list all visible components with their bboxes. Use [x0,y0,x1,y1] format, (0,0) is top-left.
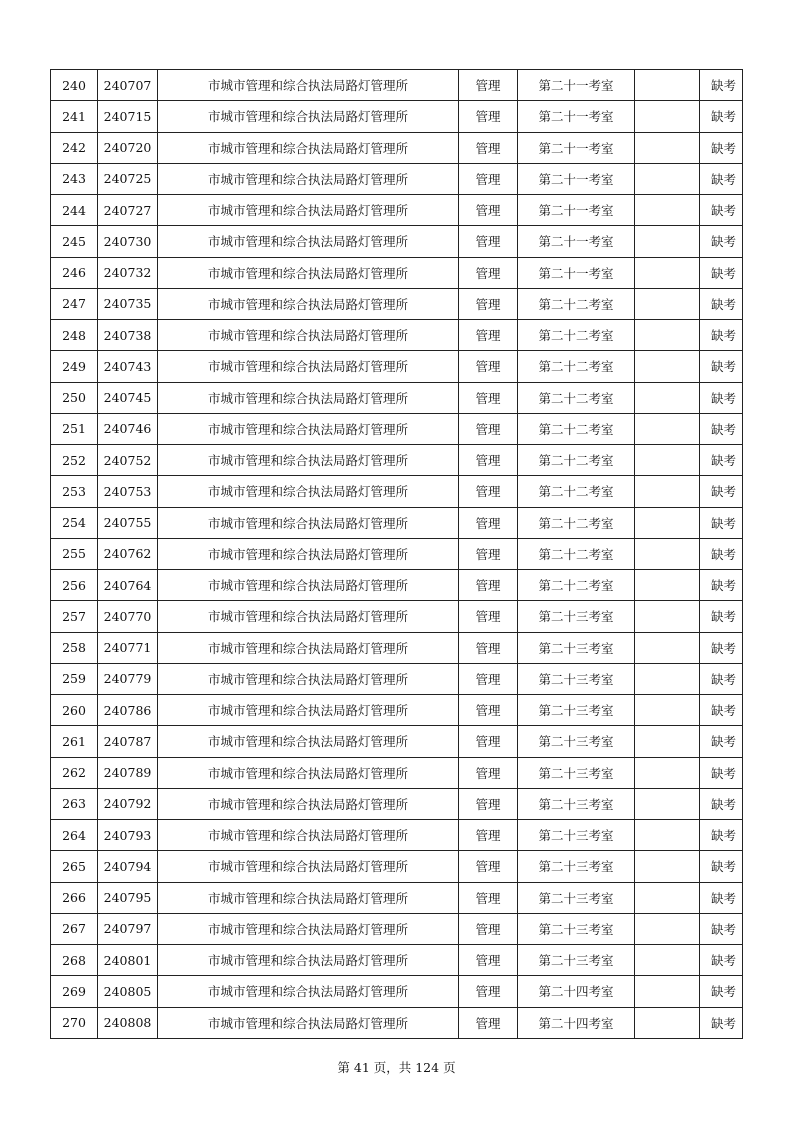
row-number: 257 [51,601,98,632]
score-cell [635,445,700,476]
exam-id: 240725 [98,163,158,194]
row-number: 267 [51,913,98,944]
exam-id: 240770 [98,601,158,632]
table-row [51,632,743,663]
position-category: 管理 [459,695,518,726]
status-cell: 缺考 [700,288,743,319]
position-category: 管理 [459,1007,518,1038]
exam-id: 240745 [98,382,158,413]
employer-unit: 市城市管理和综合执法局路灯管理所 [158,413,459,444]
score-cell [635,788,700,819]
employer-unit: 市城市管理和综合执法局路灯管理所 [158,320,459,351]
employer-unit: 市城市管理和综合执法局路灯管理所 [158,570,459,601]
exam-room: 第二十二考室 [518,476,635,507]
position-category: 管理 [459,101,518,132]
position-category: 管理 [459,570,518,601]
row-number: 263 [51,788,98,819]
exam-room: 第二十三考室 [518,601,635,632]
status-cell: 缺考 [700,476,743,507]
employer-unit: 市城市管理和综合执法局路灯管理所 [158,507,459,538]
status-cell: 缺考 [700,351,743,382]
table-row [51,320,743,351]
employer-unit: 市城市管理和综合执法局路灯管理所 [158,757,459,788]
status-cell: 缺考 [700,70,743,101]
row-number: 252 [51,445,98,476]
score-cell [635,882,700,913]
score-cell [635,226,700,257]
row-number: 240 [51,70,98,101]
table-row [51,726,743,757]
row-number: 262 [51,757,98,788]
position-category: 管理 [459,476,518,507]
score-cell [635,632,700,663]
exam-room: 第二十三考室 [518,632,635,663]
table-row [51,507,743,538]
status-cell: 缺考 [700,507,743,538]
score-cell [635,507,700,538]
employer-unit: 市城市管理和综合执法局路灯管理所 [158,913,459,944]
exam-id: 240715 [98,101,158,132]
position-category: 管理 [459,663,518,694]
row-number: 260 [51,695,98,726]
row-number: 259 [51,663,98,694]
position-category: 管理 [459,945,518,976]
exam-room: 第二十二考室 [518,507,635,538]
row-number: 251 [51,413,98,444]
employer-unit: 市城市管理和综合执法局路灯管理所 [158,538,459,569]
exam-id: 240746 [98,413,158,444]
status-cell: 缺考 [700,538,743,569]
score-cell [635,257,700,288]
table-row [51,163,743,194]
row-number: 249 [51,351,98,382]
table-row [51,820,743,851]
employer-unit: 市城市管理和综合执法局路灯管理所 [158,820,459,851]
status-cell: 缺考 [700,757,743,788]
exam-id: 240752 [98,445,158,476]
position-category: 管理 [459,413,518,444]
row-number: 253 [51,476,98,507]
employer-unit: 市城市管理和综合执法局路灯管理所 [158,226,459,257]
table-row [51,757,743,788]
score-cell [635,601,700,632]
exam-room: 第二十三考室 [518,945,635,976]
exam-room: 第二十一考室 [518,226,635,257]
exam-room: 第二十一考室 [518,70,635,101]
exam-id: 240794 [98,851,158,882]
exam-id: 240786 [98,695,158,726]
position-category: 管理 [459,163,518,194]
table-row [51,195,743,226]
exam-id: 240727 [98,195,158,226]
table-row [51,226,743,257]
score-cell [635,695,700,726]
table-row [51,601,743,632]
employer-unit: 市城市管理和综合执法局路灯管理所 [158,726,459,757]
position-category: 管理 [459,382,518,413]
table-row [51,913,743,944]
row-number: 243 [51,163,98,194]
position-category: 管理 [459,226,518,257]
score-cell [635,195,700,226]
position-category: 管理 [459,820,518,851]
status-cell: 缺考 [700,195,743,226]
position-category: 管理 [459,445,518,476]
row-number: 255 [51,538,98,569]
score-cell [635,163,700,194]
exam-room: 第二十三考室 [518,663,635,694]
score-cell [635,1007,700,1038]
status-cell: 缺考 [700,320,743,351]
exam-id: 240738 [98,320,158,351]
score-cell [635,413,700,444]
exam-room: 第二十二考室 [518,445,635,476]
exam-room: 第二十三考室 [518,820,635,851]
score-cell [635,820,700,851]
exam-room: 第二十二考室 [518,413,635,444]
row-number: 270 [51,1007,98,1038]
position-category: 管理 [459,70,518,101]
exam-room: 第二十四考室 [518,1007,635,1038]
status-cell: 缺考 [700,851,743,882]
row-number: 244 [51,195,98,226]
exam-room: 第二十三考室 [518,788,635,819]
exam-room: 第二十二考室 [518,538,635,569]
exam-room: 第二十三考室 [518,913,635,944]
status-cell: 缺考 [700,445,743,476]
exam-room: 第二十一考室 [518,101,635,132]
status-cell: 缺考 [700,163,743,194]
score-cell [635,976,700,1007]
exam-id: 240805 [98,976,158,1007]
score-cell [635,320,700,351]
table-row [51,382,743,413]
row-number: 265 [51,851,98,882]
table-row [51,413,743,444]
status-cell: 缺考 [700,101,743,132]
exam-room: 第二十一考室 [518,257,635,288]
score-cell [635,570,700,601]
status-cell: 缺考 [700,976,743,1007]
status-cell: 缺考 [700,945,743,976]
employer-unit: 市城市管理和综合执法局路灯管理所 [158,445,459,476]
table-row [51,663,743,694]
position-category: 管理 [459,195,518,226]
employer-unit: 市城市管理和综合执法局路灯管理所 [158,663,459,694]
row-number: 254 [51,507,98,538]
exam-id: 240720 [98,132,158,163]
position-category: 管理 [459,632,518,663]
employer-unit: 市城市管理和综合执法局路灯管理所 [158,788,459,819]
page-footer: 第 41 页，共 124 页 [337,1060,456,1075]
table-row [51,788,743,819]
position-category: 管理 [459,257,518,288]
score-cell [635,476,700,507]
status-cell: 缺考 [700,132,743,163]
exam-id: 240787 [98,726,158,757]
status-cell: 缺考 [700,913,743,944]
row-number: 242 [51,132,98,163]
position-category: 管理 [459,913,518,944]
table-row [51,101,743,132]
exam-id: 240797 [98,913,158,944]
row-number: 246 [51,257,98,288]
position-category: 管理 [459,601,518,632]
status-cell: 缺考 [700,601,743,632]
exam-id: 240707 [98,70,158,101]
employer-unit: 市城市管理和综合执法局路灯管理所 [158,1007,459,1038]
employer-unit: 市城市管理和综合执法局路灯管理所 [158,195,459,226]
status-cell: 缺考 [700,663,743,694]
employer-unit: 市城市管理和综合执法局路灯管理所 [158,382,459,413]
row-number: 245 [51,226,98,257]
row-number: 256 [51,570,98,601]
score-cell [635,538,700,569]
table-row [51,257,743,288]
employer-unit: 市城市管理和综合执法局路灯管理所 [158,476,459,507]
exam-id: 240743 [98,351,158,382]
exam-room: 第二十二考室 [518,570,635,601]
exam-room: 第二十二考室 [518,382,635,413]
score-cell [635,132,700,163]
exam-id: 240762 [98,538,158,569]
position-category: 管理 [459,288,518,319]
table-row [51,288,743,319]
exam-id: 240792 [98,788,158,819]
employer-unit: 市城市管理和综合执法局路灯管理所 [158,632,459,663]
position-category: 管理 [459,851,518,882]
position-category: 管理 [459,320,518,351]
status-cell: 缺考 [700,570,743,601]
exam-id: 240795 [98,882,158,913]
position-category: 管理 [459,507,518,538]
exam-room: 第二十三考室 [518,726,635,757]
table-row [51,476,743,507]
employer-unit: 市城市管理和综合执法局路灯管理所 [158,288,459,319]
position-category: 管理 [459,757,518,788]
table-row [51,695,743,726]
exam-room: 第二十一考室 [518,195,635,226]
table-row [51,851,743,882]
exam-room: 第二十一考室 [518,132,635,163]
status-cell: 缺考 [700,257,743,288]
score-cell [635,351,700,382]
exam-room: 第二十三考室 [518,695,635,726]
position-category: 管理 [459,726,518,757]
exam-room: 第二十二考室 [518,351,635,382]
employer-unit: 市城市管理和综合执法局路灯管理所 [158,257,459,288]
table-row [51,976,743,1007]
exam-room: 第二十三考室 [518,757,635,788]
table-row [51,1007,743,1038]
status-cell: 缺考 [700,820,743,851]
employer-unit: 市城市管理和综合执法局路灯管理所 [158,101,459,132]
status-cell: 缺考 [700,382,743,413]
exam-id: 240789 [98,757,158,788]
employer-unit: 市城市管理和综合执法局路灯管理所 [158,351,459,382]
score-cell [635,726,700,757]
table-row [51,945,743,976]
status-cell: 缺考 [700,882,743,913]
row-number: 269 [51,976,98,1007]
table-body [51,70,743,1039]
exam-room: 第二十二考室 [518,288,635,319]
employer-unit: 市城市管理和综合执法局路灯管理所 [158,132,459,163]
status-cell: 缺考 [700,695,743,726]
exam-id: 240764 [98,570,158,601]
row-number: 268 [51,945,98,976]
table-row [51,132,743,163]
exam-id: 240755 [98,507,158,538]
status-cell: 缺考 [700,788,743,819]
score-cell [635,288,700,319]
position-category: 管理 [459,976,518,1007]
score-cell [635,757,700,788]
position-category: 管理 [459,882,518,913]
table-row [51,445,743,476]
position-category: 管理 [459,132,518,163]
exam-room: 第二十三考室 [518,851,635,882]
employer-unit: 市城市管理和综合执法局路灯管理所 [158,601,459,632]
employer-unit: 市城市管理和综合执法局路灯管理所 [158,976,459,1007]
score-cell [635,382,700,413]
status-cell: 缺考 [700,413,743,444]
row-number: 248 [51,320,98,351]
employer-unit: 市城市管理和综合执法局路灯管理所 [158,851,459,882]
exam-id: 240753 [98,476,158,507]
exam-room: 第二十三考室 [518,882,635,913]
exam-id: 240732 [98,257,158,288]
employer-unit: 市城市管理和综合执法局路灯管理所 [158,945,459,976]
employer-unit: 市城市管理和综合执法局路灯管理所 [158,695,459,726]
position-category: 管理 [459,788,518,819]
exam-room: 第二十二考室 [518,320,635,351]
exam-room: 第二十一考室 [518,163,635,194]
employer-unit: 市城市管理和综合执法局路灯管理所 [158,70,459,101]
exam-id: 240801 [98,945,158,976]
score-cell [635,851,700,882]
status-cell: 缺考 [700,726,743,757]
score-cell [635,663,700,694]
status-cell: 缺考 [700,1007,743,1038]
position-category: 管理 [459,538,518,569]
table-row [51,570,743,601]
status-cell: 缺考 [700,632,743,663]
table-row [51,538,743,569]
score-cell [635,101,700,132]
row-number: 258 [51,632,98,663]
score-cell [635,913,700,944]
employer-unit: 市城市管理和综合执法局路灯管理所 [158,163,459,194]
results-table [50,69,743,1039]
exam-id: 240771 [98,632,158,663]
row-number: 241 [51,101,98,132]
score-cell [635,945,700,976]
table-row [51,351,743,382]
row-number: 264 [51,820,98,851]
score-cell [635,70,700,101]
exam-id: 240793 [98,820,158,851]
table-row [51,70,743,101]
employer-unit: 市城市管理和综合执法局路灯管理所 [158,882,459,913]
row-number: 261 [51,726,98,757]
row-number: 266 [51,882,98,913]
exam-id: 240808 [98,1007,158,1038]
table-row [51,882,743,913]
status-cell: 缺考 [700,226,743,257]
row-number: 247 [51,288,98,319]
position-category: 管理 [459,351,518,382]
exam-id: 240735 [98,288,158,319]
exam-room: 第二十四考室 [518,976,635,1007]
exam-id: 240730 [98,226,158,257]
exam-id: 240779 [98,663,158,694]
row-number: 250 [51,382,98,413]
